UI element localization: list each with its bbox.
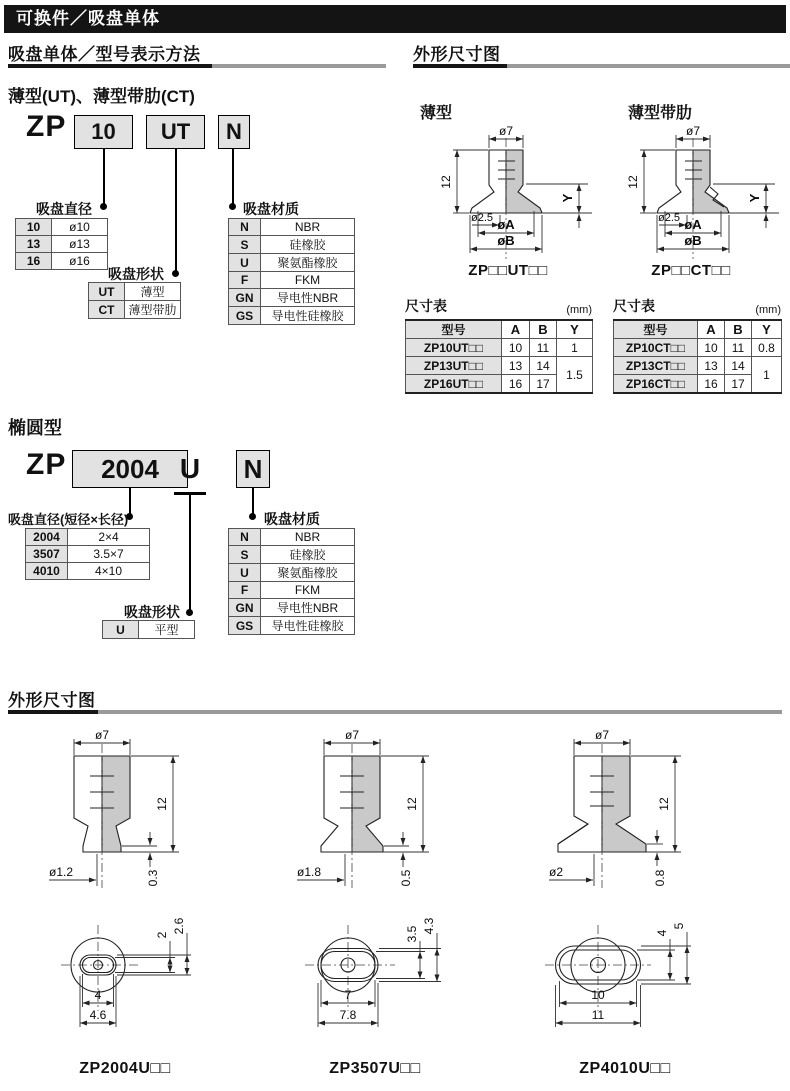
table-row bbox=[16, 236, 108, 253]
value-cell: 1 bbox=[557, 339, 593, 357]
value-cell: 2×4 bbox=[68, 529, 150, 546]
table-row bbox=[229, 564, 355, 582]
dim-label-h1: 7 bbox=[344, 988, 352, 1002]
dim-label-height: 12 bbox=[155, 797, 169, 811]
pad-side-view bbox=[507, 728, 719, 908]
code-cell: 4010 bbox=[26, 563, 68, 580]
code-cell: 3507 bbox=[26, 546, 68, 563]
value-cell: 聚氨酯橡胶 bbox=[261, 564, 355, 582]
dim-label-hole: ø2.5 bbox=[471, 212, 494, 224]
dim-label-top: ø7 bbox=[685, 125, 701, 138]
table-row bbox=[16, 253, 108, 270]
table-row bbox=[614, 320, 782, 339]
pad-side-view bbox=[257, 728, 465, 908]
model-cell: ZP10UT□□ bbox=[406, 339, 502, 357]
diameter-table bbox=[15, 218, 108, 270]
code-cell: N bbox=[229, 219, 261, 236]
pad-group-zp4010 bbox=[532, 728, 762, 1088]
dim-label-a: øA bbox=[497, 217, 515, 232]
code-cell: GS bbox=[229, 617, 261, 635]
connector-line bbox=[189, 495, 191, 612]
code-cell: S bbox=[229, 236, 261, 254]
code-cell: F bbox=[229, 272, 261, 289]
connector-line bbox=[175, 149, 177, 273]
dim-label-lip: 0.3 bbox=[146, 869, 160, 887]
model-prefix: ZP bbox=[26, 448, 67, 481]
header-cell: A bbox=[698, 320, 725, 339]
value-cell: 14 bbox=[725, 357, 752, 375]
code-cell: N bbox=[229, 529, 261, 546]
dim-label-h1: 10 bbox=[591, 988, 605, 1002]
dim-label-y: Y bbox=[560, 193, 575, 203]
table-row bbox=[16, 219, 108, 236]
code-cell: CT bbox=[89, 301, 125, 319]
title-rule bbox=[413, 64, 790, 68]
connector-dot bbox=[229, 203, 236, 210]
header-cell: A bbox=[502, 320, 530, 339]
pad-cross-section bbox=[602, 756, 646, 852]
dim-label-h2: 11 bbox=[591, 1008, 605, 1022]
code-cell: U bbox=[229, 254, 261, 272]
value-cell: ø13 bbox=[52, 236, 108, 253]
section-title-model-method: 吸盘单体／型号表示方法 bbox=[8, 45, 201, 64]
dim-label-b: øB bbox=[684, 233, 702, 248]
value-cell: 硅橡胶 bbox=[261, 236, 355, 254]
pad-group-zp3507 bbox=[282, 728, 512, 1088]
dim-label-h2: 4.6 bbox=[89, 1008, 107, 1022]
rule-gray bbox=[98, 710, 782, 714]
table-row bbox=[406, 357, 593, 375]
value-cell: 17 bbox=[530, 375, 557, 394]
code-cell: U bbox=[103, 621, 139, 639]
header-cell: 型号 bbox=[614, 320, 698, 339]
code-cell: F bbox=[229, 582, 261, 599]
code-cell: S bbox=[229, 546, 261, 564]
table-row bbox=[26, 563, 150, 580]
dim-label-lip: 0.5 bbox=[399, 869, 413, 887]
dim-label-top: ø7 bbox=[344, 728, 360, 742]
table-row bbox=[406, 320, 593, 339]
dim-label-hole: ø1.8 bbox=[297, 865, 322, 879]
table-row bbox=[406, 339, 593, 357]
size-table-title: 尺寸表 bbox=[405, 298, 447, 314]
dim-label-v2: 2.6 bbox=[172, 917, 186, 935]
ct-drawing-label: 薄型带肋 bbox=[628, 105, 693, 122]
value-cell: 平型 bbox=[139, 621, 195, 639]
value-cell: 14 bbox=[530, 357, 557, 375]
connector-line bbox=[252, 488, 254, 516]
material-label: 吸盘材质 bbox=[264, 511, 320, 527]
connector-dot bbox=[100, 203, 107, 210]
table-row bbox=[229, 289, 355, 307]
title-rule bbox=[8, 710, 782, 714]
model-size-box: 2004 bbox=[72, 450, 188, 488]
dim-label-b: øB bbox=[497, 233, 515, 248]
pad-group-zp2004 bbox=[32, 728, 262, 1088]
model-material-box: N bbox=[218, 115, 250, 149]
code-cell: GN bbox=[229, 599, 261, 617]
diameter-label: 吸盘直径(短径×长径) bbox=[8, 512, 129, 527]
header-cell: B bbox=[530, 320, 557, 339]
page-header-bar bbox=[4, 5, 786, 33]
value-cell: 13 bbox=[502, 357, 530, 375]
connector-line bbox=[103, 149, 105, 206]
shape-table bbox=[88, 282, 181, 319]
dim-label-y: Y bbox=[747, 193, 762, 203]
diameter-table bbox=[25, 528, 150, 580]
table-row bbox=[89, 301, 181, 319]
diameter-label: 吸盘直径 bbox=[36, 201, 92, 217]
pad-bottom-view bbox=[23, 913, 231, 1045]
model-cell: ZP16UT□□ bbox=[406, 375, 502, 394]
connector-dot bbox=[172, 270, 179, 277]
shape-table bbox=[102, 620, 195, 639]
table-row bbox=[229, 254, 355, 272]
code-cell: 2004 bbox=[26, 529, 68, 546]
dim-label-a: øA bbox=[684, 217, 702, 232]
value-cell: 13 bbox=[698, 357, 725, 375]
thin-pad-drawing bbox=[428, 125, 606, 275]
section-title-dimensions-bottom: 外形尺寸图 bbox=[8, 691, 96, 710]
model-size-box: 10 bbox=[74, 115, 133, 149]
value-cell: FKM bbox=[261, 272, 355, 289]
pad-cross-section bbox=[506, 150, 542, 213]
pad-cross-section bbox=[352, 756, 383, 852]
value-cell: FKM bbox=[261, 582, 355, 599]
size-table-unit: (mm) bbox=[755, 304, 781, 316]
table-row bbox=[229, 546, 355, 564]
code-cell: GS bbox=[229, 307, 261, 325]
table-row bbox=[229, 307, 355, 325]
pad-bottom-view bbox=[523, 913, 731, 1045]
ct-size-table bbox=[613, 319, 782, 394]
ut-size-table-block bbox=[405, 296, 592, 394]
ut-drawing-label: 薄型 bbox=[420, 105, 453, 122]
ribbed-pad-drawing bbox=[615, 125, 790, 275]
table-row bbox=[89, 283, 181, 301]
value-cell: ø10 bbox=[52, 219, 108, 236]
value-cell: NBR bbox=[261, 529, 355, 546]
ut-size-table bbox=[405, 319, 593, 394]
value-cell: 薄型 bbox=[125, 283, 181, 301]
table-row bbox=[229, 272, 355, 289]
value-cell: 16 bbox=[502, 375, 530, 394]
value-cell: 聚氨酯橡胶 bbox=[261, 254, 355, 272]
title-rule bbox=[8, 64, 386, 68]
table-row bbox=[229, 236, 355, 254]
dim-label-height: 12 bbox=[439, 175, 453, 189]
dim-label-top: ø7 bbox=[94, 728, 110, 742]
rule-gray bbox=[507, 64, 790, 68]
rule-black bbox=[8, 64, 212, 68]
pad-bottom-view bbox=[273, 913, 481, 1045]
code-cell: GN bbox=[229, 289, 261, 307]
oval-type-title: 椭圆型 bbox=[8, 418, 62, 438]
table-row bbox=[614, 357, 782, 375]
pad-caption: ZP2004U□□ bbox=[79, 1060, 171, 1077]
table-row bbox=[229, 582, 355, 599]
rule-black bbox=[8, 710, 98, 714]
table-row bbox=[103, 621, 195, 639]
header-cell: 型号 bbox=[406, 320, 502, 339]
value-cell: 导电性NBR bbox=[261, 289, 355, 307]
dim-label-h1: 4 bbox=[94, 988, 102, 1002]
pad-side-view bbox=[7, 728, 215, 908]
dim-label-height: 12 bbox=[405, 797, 419, 811]
model-shape-code: U bbox=[179, 453, 201, 484]
size-table-unit: (mm) bbox=[566, 304, 592, 316]
dim-label-v2: 5 bbox=[672, 922, 686, 930]
table-row bbox=[229, 219, 355, 236]
model-cell: ZP13UT□□ bbox=[406, 357, 502, 375]
dim-label-height: 12 bbox=[626, 175, 640, 189]
ct-drawing-caption: ZP□□CT□□ bbox=[651, 262, 731, 279]
shape-label: 吸盘形状 bbox=[124, 604, 180, 620]
dim-label-lip: 0.8 bbox=[653, 869, 667, 887]
code-cell: UT bbox=[89, 283, 125, 301]
model-material-box: N bbox=[236, 450, 270, 488]
value-cell: 导电性硅橡胶 bbox=[261, 617, 355, 635]
dim-label-v2: 4.3 bbox=[422, 917, 436, 935]
table-row bbox=[229, 599, 355, 617]
model-cell: ZP13CT□□ bbox=[614, 357, 698, 375]
section-title-dimensions-top: 外形尺寸图 bbox=[413, 45, 501, 64]
value-cell: 硅橡胶 bbox=[261, 546, 355, 564]
value-cell: 0.8 bbox=[752, 339, 782, 357]
material-table bbox=[228, 218, 355, 325]
table-row bbox=[26, 546, 150, 563]
connector-dot bbox=[186, 609, 193, 616]
value-cell: NBR bbox=[261, 219, 355, 236]
model-cell: ZP10CT□□ bbox=[614, 339, 698, 357]
table-row bbox=[229, 529, 355, 546]
dim-label-height: 12 bbox=[657, 797, 671, 811]
code-cell: 16 bbox=[16, 253, 52, 270]
header-cell: Y bbox=[557, 320, 593, 339]
connector-line bbox=[232, 149, 234, 206]
rule-black bbox=[413, 64, 507, 68]
material-table bbox=[228, 528, 355, 635]
value-cell-merged: 1.5 bbox=[557, 357, 593, 394]
value-cell: ø16 bbox=[52, 253, 108, 270]
value-cell: 3.5×7 bbox=[68, 546, 150, 563]
value-cell: 11 bbox=[530, 339, 557, 357]
dim-label-hole: ø2 bbox=[549, 865, 564, 879]
pad-cross-section bbox=[102, 756, 130, 852]
page-header-title: 可换件／吸盘单体 bbox=[16, 9, 160, 28]
thin-type-subtitle: 薄型(UT)、薄型带肋(CT) bbox=[8, 87, 195, 106]
code-cell: 10 bbox=[16, 219, 52, 236]
connector-line bbox=[129, 488, 131, 516]
header-cell: B bbox=[725, 320, 752, 339]
dim-label-v1: 3.5 bbox=[405, 925, 419, 943]
pad-cross-section bbox=[693, 150, 729, 213]
table-row bbox=[614, 339, 782, 357]
model-shape-box: UT bbox=[146, 115, 205, 149]
value-cell-merged: 1 bbox=[752, 357, 782, 394]
value-cell: 11 bbox=[725, 339, 752, 357]
shape-label: 吸盘形状 bbox=[108, 266, 164, 282]
rule-gray bbox=[212, 64, 386, 68]
dim-label-v1: 4 bbox=[655, 929, 669, 937]
pad-caption: ZP3507U□□ bbox=[329, 1060, 421, 1077]
table-row bbox=[229, 617, 355, 635]
header-cell: Y bbox=[752, 320, 782, 339]
size-table-title: 尺寸表 bbox=[613, 298, 655, 314]
dim-label-top: ø7 bbox=[594, 728, 610, 742]
ut-drawing-caption: ZP□□UT□□ bbox=[468, 262, 548, 279]
model-prefix: ZP bbox=[26, 110, 67, 143]
value-cell: 10 bbox=[502, 339, 530, 357]
value-cell: 导电性硅橡胶 bbox=[261, 307, 355, 325]
connector-dot bbox=[249, 513, 256, 520]
dim-label-hole: ø2.5 bbox=[658, 212, 681, 224]
value-cell: 4×10 bbox=[68, 563, 150, 580]
model-cell: ZP16CT□□ bbox=[614, 375, 698, 394]
value-cell: 17 bbox=[725, 375, 752, 394]
dim-label-top: ø7 bbox=[498, 125, 514, 138]
code-cell: U bbox=[229, 564, 261, 582]
value-cell: 16 bbox=[698, 375, 725, 394]
value-cell: 薄型带肋 bbox=[125, 301, 181, 319]
value-cell: 10 bbox=[698, 339, 725, 357]
pad-caption: ZP4010U□□ bbox=[579, 1060, 671, 1077]
dim-label-v1: 2 bbox=[155, 931, 169, 939]
dim-label-h2: 7.8 bbox=[339, 1008, 357, 1022]
value-cell: 导电性NBR bbox=[261, 599, 355, 617]
dim-label-hole: ø1.2 bbox=[49, 865, 74, 879]
material-label: 吸盘材质 bbox=[243, 201, 299, 217]
code-cell: 13 bbox=[16, 236, 52, 253]
ct-size-table-block bbox=[613, 296, 781, 394]
table-row bbox=[26, 529, 150, 546]
